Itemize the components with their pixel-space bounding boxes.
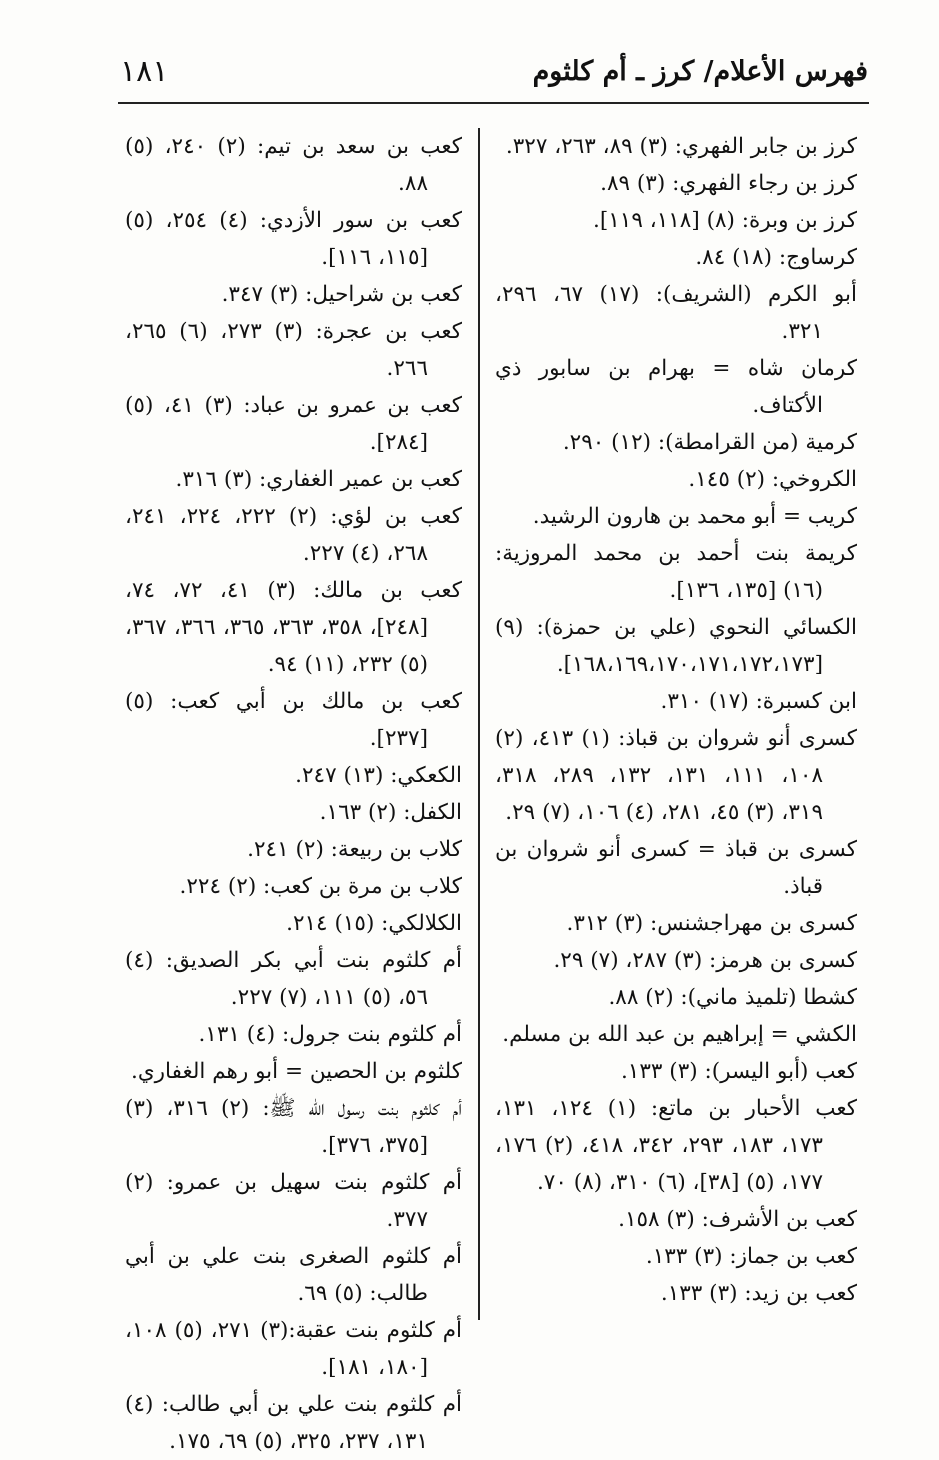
index-entry: كعب بن عمرو بن عباد: (٣) ٤١، (٥) [٢٨٤].	[125, 393, 463, 455]
index-entry: ابن كسبرة: (١٧) ٣١٠.	[660, 689, 857, 714]
index-entry: كرساوج: (١٨) ٨٤.	[695, 245, 857, 270]
index-entry: كعب بن عجرة: (٣) ٢٧٣، (٦) ٢٦٥، ٢٦٦.	[125, 319, 462, 381]
index-entry: كلاب بن مرة بن كعب: (٢) ٢٢٤.	[179, 874, 462, 899]
index-entry: كسرى بن قباذ = كسرى أنو شروان بن قباذ.	[495, 837, 857, 899]
index-entry: كشطا (تلميذ ماني): (٢) ٨٨.	[608, 985, 857, 1010]
index-entry: كعب بن مالك بن أبي كعب: (٥) [٢٣٧].	[125, 689, 462, 751]
index-entry: أم كلثوم بنت عقبة:(٣) ٢٧١، (٥) ١٠٨، [١٨٠، ١٨١].	[125, 1318, 463, 1380]
index-entry: كعب (أبو اليسر): (٣) ١٣٣.	[620, 1059, 857, 1084]
index-entry: الكروخي: (٢) ١٤٥.	[688, 467, 857, 492]
page-number: ١٨١	[120, 54, 169, 89]
index-entry: كرز بن جابر الفهري: (٣) ٨٩، ٢٦٣، ٣٢٧.	[505, 134, 857, 159]
index-entry: أم كلثوم بنت سهيل بن عمرو: (٢) ٣٧٧.	[125, 1170, 462, 1232]
index-entry: كعب بن سور الأزدي: (٤) ٢٥٤، (٥) [١١٥، ١١٦].	[125, 208, 463, 270]
column-divider	[478, 128, 480, 1320]
index-entry: أم كلثوم بنت رسول الله ﷺ: (٢) ٣١٦، (٣) [٣٧٥، ٣٧٦].	[125, 1096, 462, 1158]
index-entry: كسرى أنو شروان بن قباذ: (١) ٤١٣، (٢) ١٠٨، ١١١، ١٣١، ١٣٢، ٢٨٩، ٣١٨، ٣١٩، (٣) ٤٥، ٢٨١، (٤) ١٠٦، (٧) ٢٩.	[495, 726, 857, 825]
page-header	[120, 52, 868, 100]
index-entry: كعب بن الأشرف: (٣) ١٥٨.	[618, 1207, 857, 1232]
index-entry: كرز بن رجاء الفهري: (٣) ٨٩.	[600, 171, 857, 196]
index-entry: كعب بن شراحيل: (٣) ٣٤٧.	[221, 282, 462, 307]
index-entry: كلاب بن ربيعة: (٢) ٢٤١.	[247, 837, 462, 862]
index-entry: كسرى بن هرمز: (٣) ٢٨٧، (٧) ٢٩.	[553, 948, 857, 973]
index-entry: الكسائي النحوي (علي بن حمزة): (٩) [١٦٨،١٦٩،١٧٠،١٧١،١٧٢،١٧٣].	[495, 615, 857, 677]
running-title: فهرس الأعلام/ كرز ـ أم كلثوم	[532, 56, 868, 87]
index-entry: كعب الأحبار بن ماتع: (١) ١٢٤، ١٣١، ١٧٣، ١٨٣، ٢٩٣، ٣٤٢، ٤١٨، (٢) ١٧٦، ١٧٧، (٥) [٣٨]، (٦) ٣١٠، (٨) ٧٠.	[495, 1096, 857, 1195]
index-entry: أم كلثوم الصغرى بنت علي بن أبي طالب: (٥) ٦٩.	[125, 1244, 462, 1306]
index-entry: كعب بن جماز: (٣) ١٣٣.	[645, 1244, 857, 1269]
index-entry: كعب بن عمير الغفاري: (٣) ٣١٦.	[175, 467, 462, 492]
index-entry: كرز بن وبرة: (٨) [١١٨، ١١٩].	[593, 208, 857, 233]
header-rule	[118, 102, 869, 104]
right-column	[495, 128, 857, 1312]
index-entry: أم كلثوم بنت أبي بكر الصديق: (٤) ٥٦، (٥) ١١١، (٧) ٢٢٧.	[125, 948, 462, 1010]
index-entry: الكلالكي: (١٥) ٢١٤.	[286, 911, 462, 936]
index-entry: الكعكي: (١٣) ٢٤٧.	[295, 763, 462, 788]
index-entry: كلثوم بن الحصين = أبو رهم الغفاري.	[131, 1059, 462, 1084]
index-entry: كرمية (من القرامطة): (١٢) ٢٩٠.	[562, 430, 857, 455]
index-entry: كرمان شاه = بهرام بن سابور ذي الأكتاف.	[495, 356, 857, 418]
index-entry: أم كلثوم بنت جرول: (٤) ١٣١.	[198, 1022, 462, 1047]
index-entry: أم كلثوم بنت علي بن أبي طالب: (٤) ١٣١، ٢٣٧، ٣٢٥، (٥) ٦٩، ١٧٥.	[125, 1392, 462, 1454]
index-entry: الكفل: (٢) ١٦٣.	[319, 800, 462, 825]
index-entry: كعب بن سعد بن تيم: (٢) ٢٤٠، (٥) ٨٨.	[125, 134, 462, 196]
index-entry: كريمة بنت أحمد بن محمد المروزية: (١٦) [١٣٥، ١٣٦].	[495, 541, 857, 603]
index-entry: أبو الكرم (الشريف): (١٧) ٦٧، ٢٩٦، ٣٢١.	[495, 282, 857, 344]
index-entry: كعب بن لؤي: (٢) ٢٢٢، ٢٢٤، ٢٤١، ٢٦٨، (٤) ٢٢٧.	[125, 504, 462, 566]
index-entry: كسرى بن مهراجشنس: (٣) ٣١٢.	[566, 911, 857, 936]
index-entry: كعب بن زيد: (٣) ١٣٣.	[660, 1281, 857, 1306]
index-entry: الكشي = إبراهيم بن عبد الله بن مسلم.	[502, 1022, 857, 1047]
index-entry: كعب بن مالك: (٣) ٤١، ٧٢، ٧٤، [٢٤٨]، ٣٥٨، ٣٦٣، ٣٦٥، ٣٦٦، ٣٦٧، (٥) ٢٣٢، (١١) ٩٤.	[125, 578, 462, 677]
left-column	[125, 128, 462, 1460]
index-entry: كريب = أبو محمد بن هارون الرشيد.	[532, 504, 857, 529]
